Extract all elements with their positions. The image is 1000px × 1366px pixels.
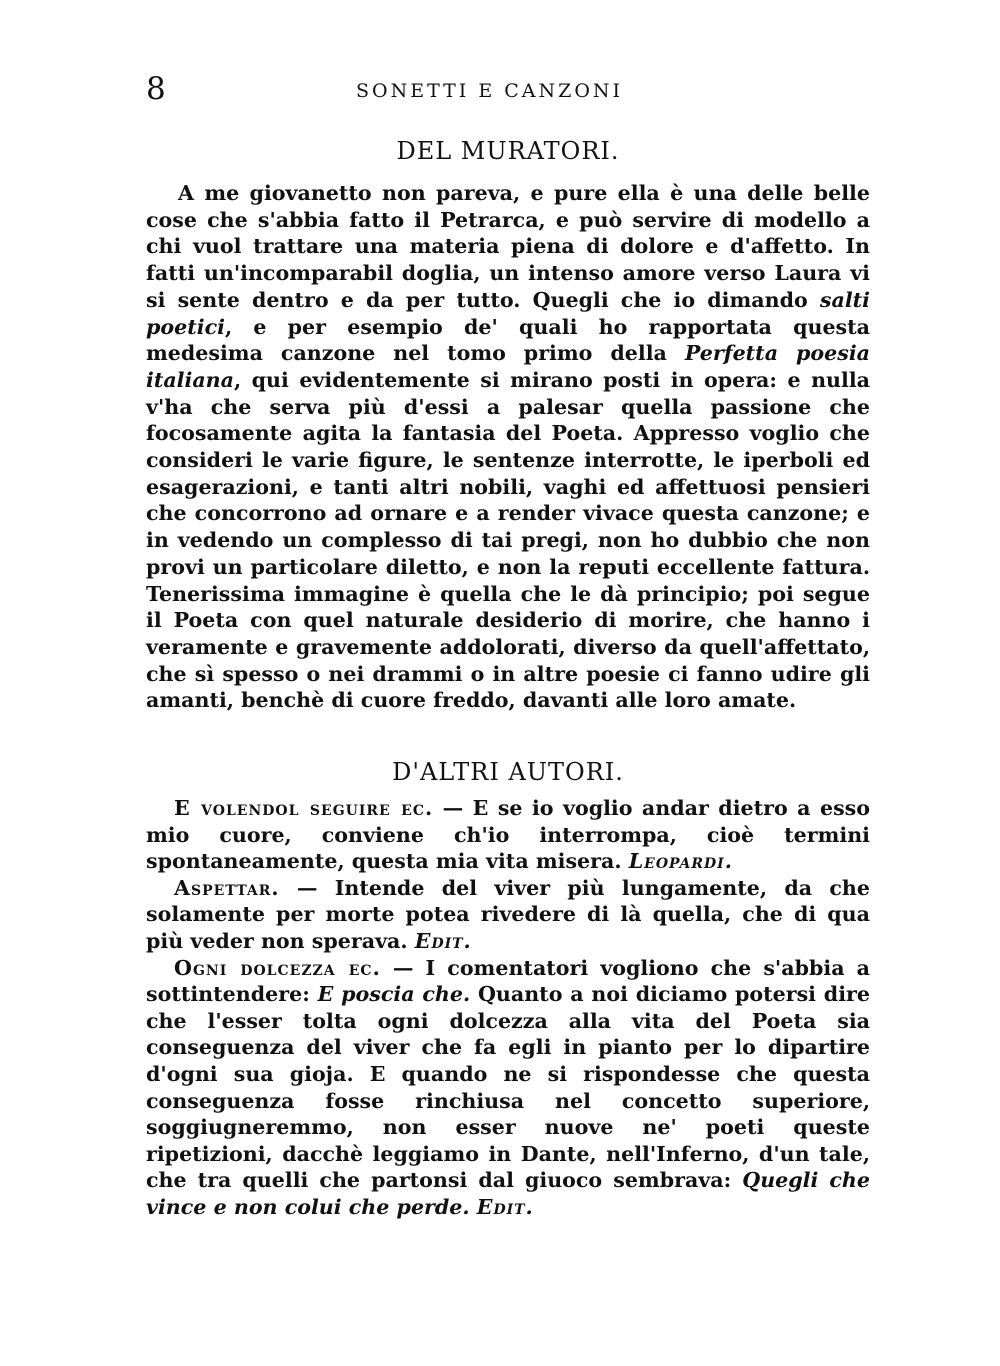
note-italic-quote: Quegli che vince e non colui che perde. xyxy=(146,1168,870,1219)
note-entry xyxy=(146,875,870,955)
note-source: Edit. xyxy=(414,928,472,953)
note-lemma: Ogni dolcezza ec. xyxy=(174,955,381,980)
note-dash: — xyxy=(279,875,335,900)
note-italic-quote: E poscia che. xyxy=(317,982,471,1007)
paragraph-text: A me giovanetto non pareva, e pure ella è una delle belle cose che s'abbia fatto il Petrarca, e può servire di modello a chi vuol trattare una materia piena di dolore e d'affetto. In fatti un'incomparabil doglia, un intenso amore verso Laura vi si sente dentro e da per tutto. Quegli che io dimando xyxy=(146,181,870,312)
note-text: I comentatori vogliono che s'abbia a sottintendere: xyxy=(146,955,870,1007)
note-text: Quanto a noi diciamo potersi dire che l'esser tolta ogni dolcezza alla vita del Poeta sia conseguenza del viver che fa egli in pianto per lo dipartire d'ogni sua gioja. E quando ne si rispondesse che questa conseguenza fosse rinchiusa nel concetto superiore, soggiugneremmo, non esser nuove ne' poeti queste ripetizioni, dacchè leggiamo in Dante, nell'Inferno, d'un tale, che tra quelli che partonsi dal giuoco sembrava: xyxy=(146,982,870,1193)
note-text: Intende del viver più lungamente, da che solamente per morte potea rivedere di là quella, che di qua più veder non sperava. xyxy=(146,875,870,953)
note-entry xyxy=(146,955,870,1221)
page-number: 8 xyxy=(146,71,166,107)
italic-title-perfetta-poesia: Perfetta poesia italiana xyxy=(146,341,870,392)
paragraph-text: , qui evidentemente si mirano posti in opera: e nulla v'ha che serva più d'essi a palesar quella passione che focosamente agita la fantasia del Poeta. Appresso voglio che consideri le varie figure, le sentenze interrotte, le iperboli ed esagerazioni, e tanti altri nobili, vaghi ed affettuosi pensieri che concorrono ad ornare e a render vivace questa canzone; e in vedendo un complesso di tai pregi, non ho dubbio che non provi un particolare diletto, e non la reputi eccellente fattura. Tenerissima immagine è quella che le dà principio; poi segue il Poeta con quel naturale desiderio di morire, che hanno i veramente e gravemente addolorati, diverso da quell'affettato, che sì spesso o nei drammi o in altre poesie ci fanno udire gli amanti, benchè di cuore freddo, davanti alle loro amate. xyxy=(146,367,870,713)
note-dash: — xyxy=(433,796,473,820)
note-dash: — xyxy=(380,955,426,980)
note-lemma: Aspettar. xyxy=(174,875,280,900)
paragraph-text: , e per esempio de' quali ho rapportata questa medesima canzone nel tomo primo della xyxy=(146,314,870,366)
note-entry xyxy=(146,795,870,875)
note-source: Leopardi. xyxy=(628,849,733,874)
section-heading-muratori: DEL MURATORI. xyxy=(396,137,620,165)
commentary-paragraph-muratori xyxy=(146,180,870,714)
notes-list xyxy=(146,795,870,1221)
section-heading-altri-autori: D'ALTRI AUTORI. xyxy=(392,758,624,786)
note-source: Edit. xyxy=(476,1194,534,1219)
note-text: E se io voglio andar dietro a esso mio cuore, conviene ch'io interrompa, cioè termini spontaneamente, questa mia vita misera. xyxy=(146,796,871,874)
note-lemma: E volendol seguire ec. xyxy=(174,796,434,820)
running-title: SONETTI E CANZONI xyxy=(356,80,624,102)
italic-term-salti-poetici: salti poetici xyxy=(146,287,870,339)
